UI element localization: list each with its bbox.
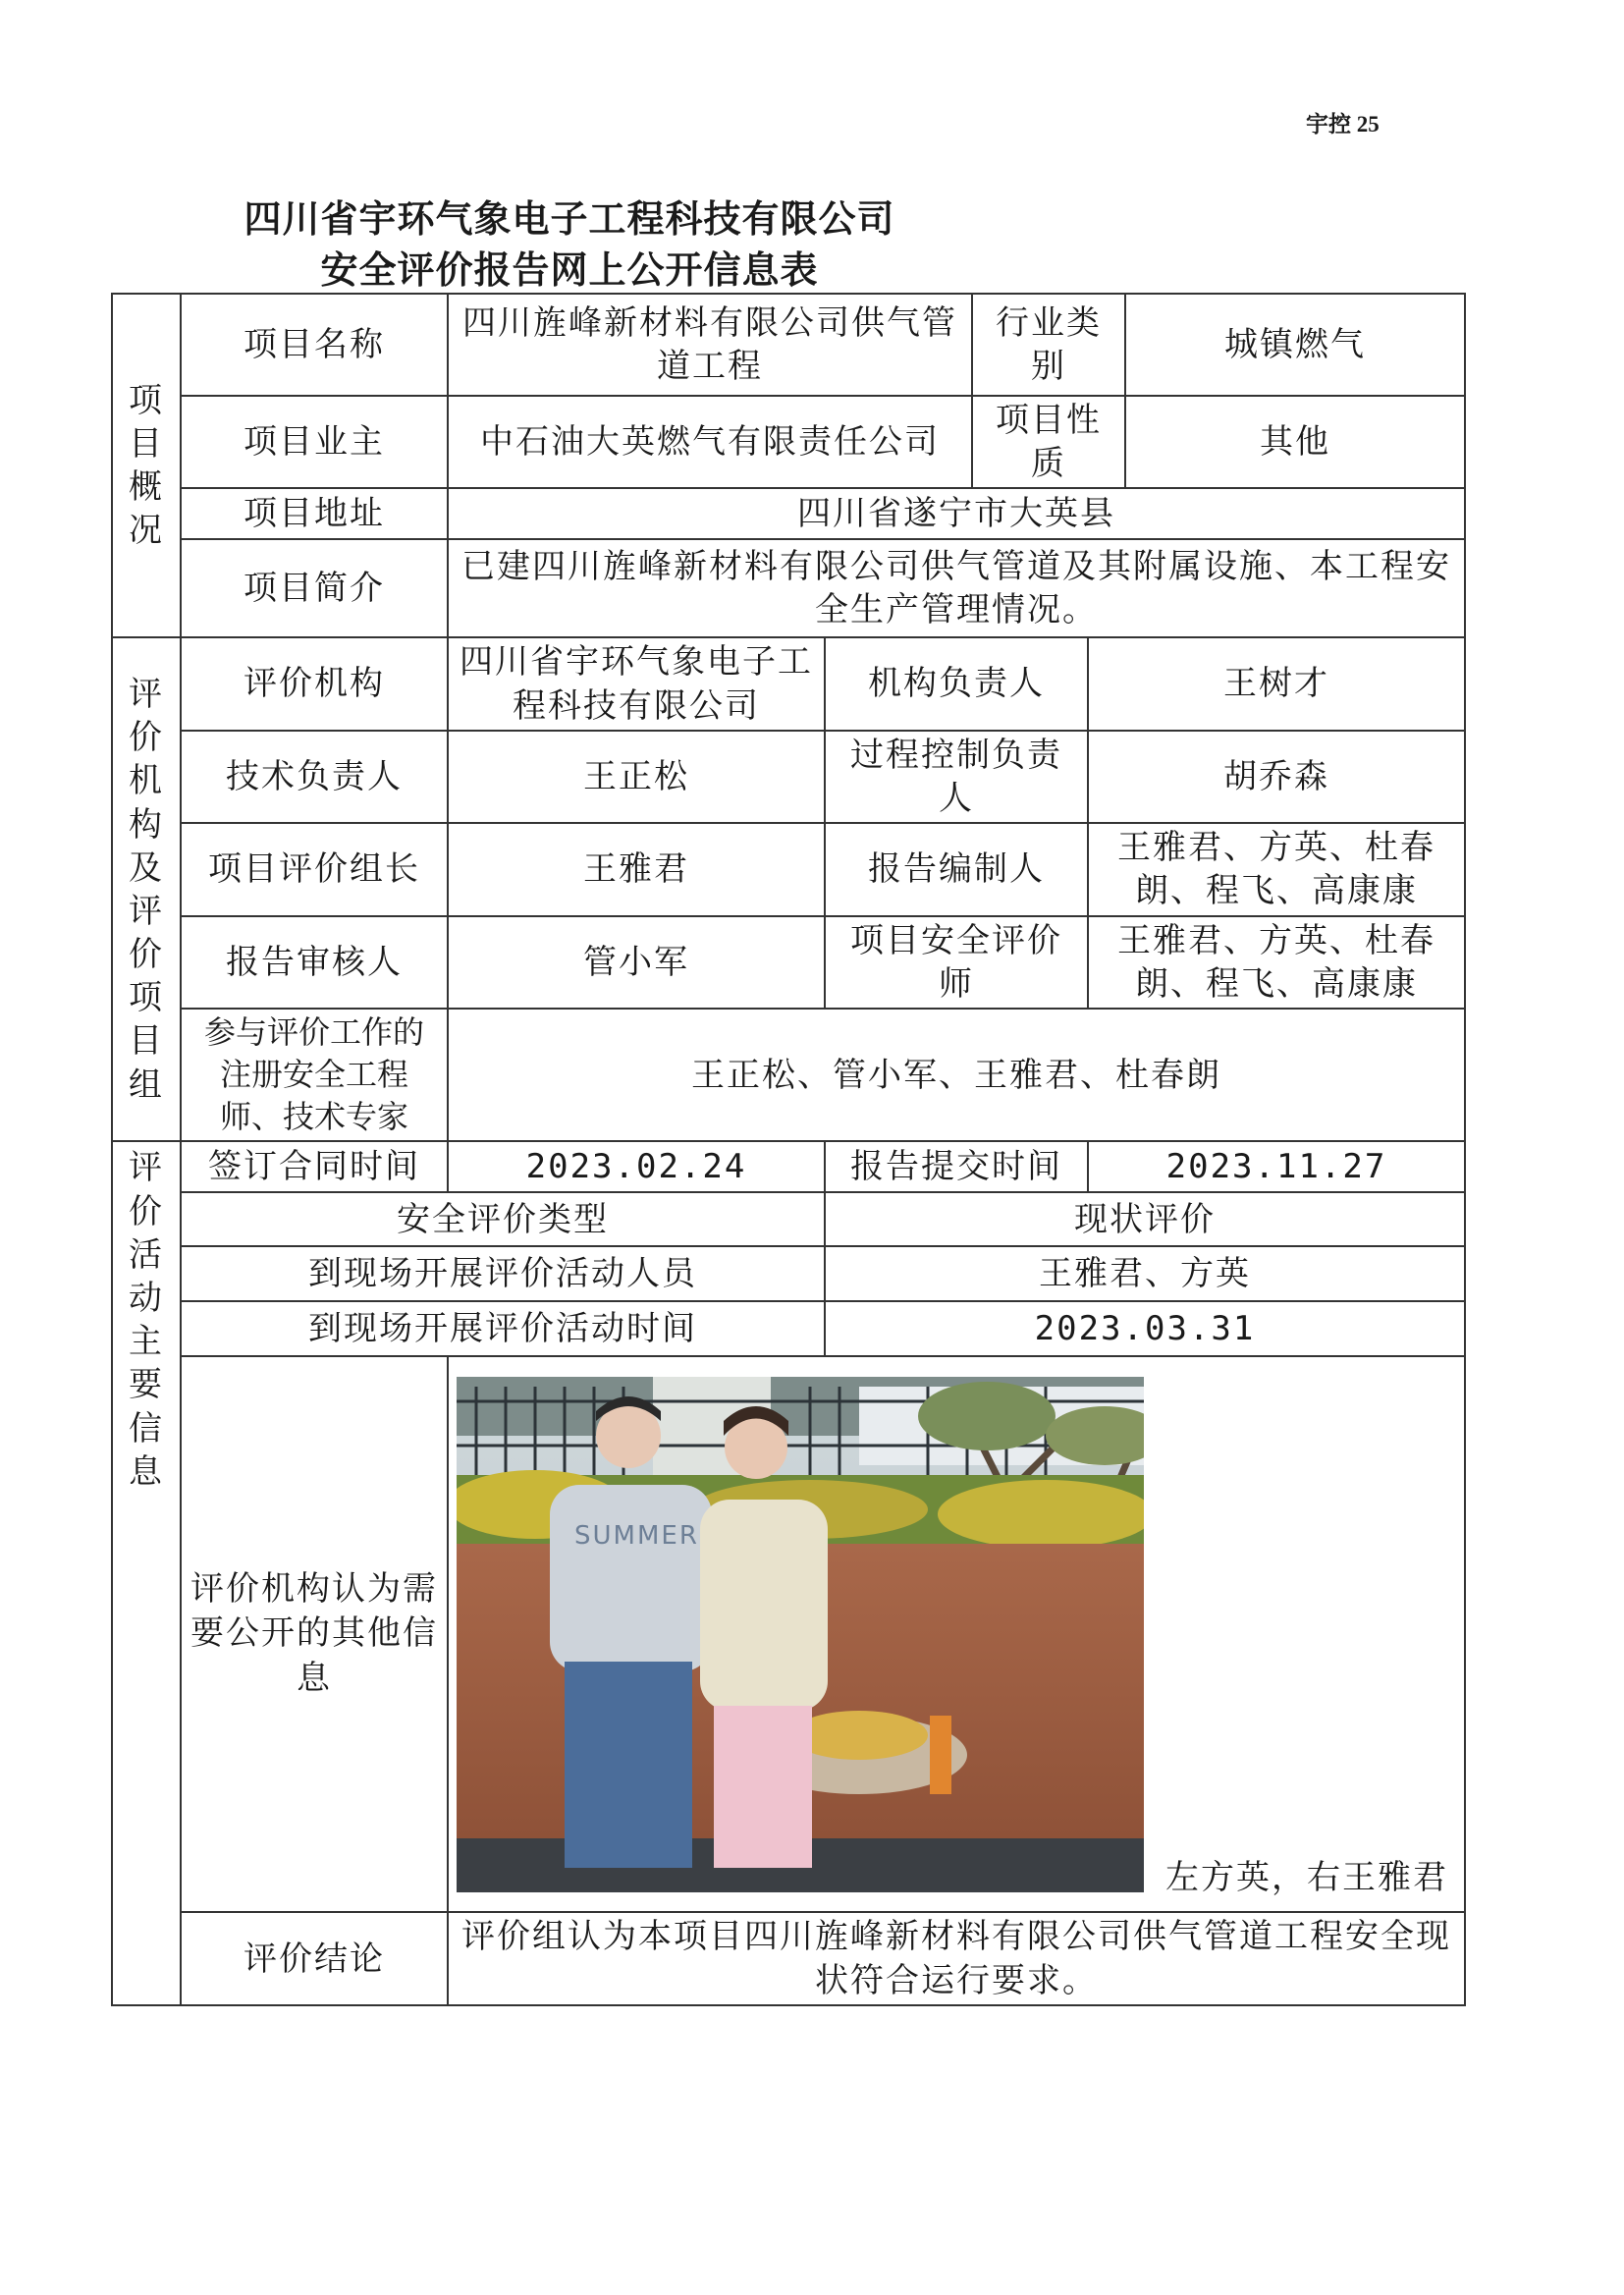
team-leader-label: 项目评价组长 [181,823,448,915]
contract-date-label: 签订合同时间 [181,1141,448,1192]
report-author-value: 王雅君、方英、杜春朗、程飞、高康康 [1088,823,1465,915]
onsite-time-label: 到现场开展评价活动时间 [181,1301,825,1356]
experts-label: 参与评价工作的注册安全工程师、技术专家 [181,1009,448,1142]
site-photo [457,1377,1144,1892]
photo-cell [448,1356,1465,1912]
tech-head-label: 技术负责人 [181,731,448,823]
conclusion-value: 评价组认为本项目四川旌峰新材料有限公司供气管道工程安全现状符合运行要求。 [448,1912,1465,2004]
industry-label: 行业类别 [972,294,1125,396]
intro-label: 项目简介 [181,539,448,637]
nature-value: 其他 [1125,396,1465,488]
safety-evaluator-value: 王雅君、方英、杜春朗、程飞、高康康 [1088,916,1465,1009]
report-author-label: 报告编制人 [825,823,1088,915]
team-leader-value: 王雅君 [448,823,825,915]
eval-type-value: 现状评价 [825,1192,1465,1246]
owner-label: 项目业主 [181,396,448,488]
org-head-label: 机构负责人 [825,637,1088,730]
intro-value: 已建四川旌峰新材料有限公司供气管道及其附属设施、本工程安全生产管理情况。 [448,539,1465,637]
submit-date-label: 报告提交时间 [825,1141,1088,1192]
address-value: 四川省遂宁市大英县 [448,488,1465,539]
org-label: 评价机构 [181,637,448,730]
section-activity: 评价活动主要信息 [112,1141,181,2004]
address-label: 项目地址 [181,488,448,539]
other-info-label: 评价机构认为需要公开的其他信息 [181,1356,448,1912]
safety-evaluator-label: 项目安全评价师 [825,916,1088,1009]
document-code-mark: 宇控 25 [1306,112,1380,137]
onsite-time-value: 2023.03.31 [825,1301,1465,1356]
svg-text:SUMMER: SUMMER [574,1520,699,1551]
experts-value: 王正松、管小军、王雅君、杜春朗 [448,1009,1465,1142]
nature-label: 项目性质 [972,396,1125,488]
process-head-label: 过程控制负责人 [825,731,1088,823]
owner-value: 中石油大英燃气有限责任公司 [448,396,972,488]
org-head-value: 王树才 [1088,637,1465,730]
project-name-label: 项目名称 [181,294,448,396]
onsite-staff-value: 王雅君、方英 [825,1246,1465,1301]
photo-caption: 左方英，右王雅君 [1165,1858,1448,1898]
section-project-overview: 项目概况 [112,294,181,637]
process-head-value: 胡乔森 [1088,731,1465,823]
contract-date-value: 2023.02.24 [448,1141,825,1192]
tech-head-value: 王正松 [448,731,825,823]
submit-date-value: 2023.11.27 [1088,1141,1465,1192]
project-name-value: 四川旌峰新材料有限公司供气管道工程 [448,294,972,396]
reviewer-label: 报告审核人 [181,916,448,1009]
reviewer-value: 管小军 [448,916,825,1009]
industry-value: 城镇燃气 [1125,294,1465,396]
conclusion-label: 评价结论 [181,1912,448,2004]
eval-type-label: 安全评价类型 [181,1192,825,1246]
section-evaluation-team: 评价机构及评价项目组 [112,637,181,1141]
org-value: 四川省宇环气象电子工程科技有限公司 [448,637,825,730]
table-title: 安全评价报告网上公开信息表 [320,248,819,292]
onsite-staff-label: 到现场开展评价活动人员 [181,1246,825,1301]
company-title: 四川省宇环气象电子工程科技有限公司 [244,197,895,241]
info-table [111,293,1466,2006]
